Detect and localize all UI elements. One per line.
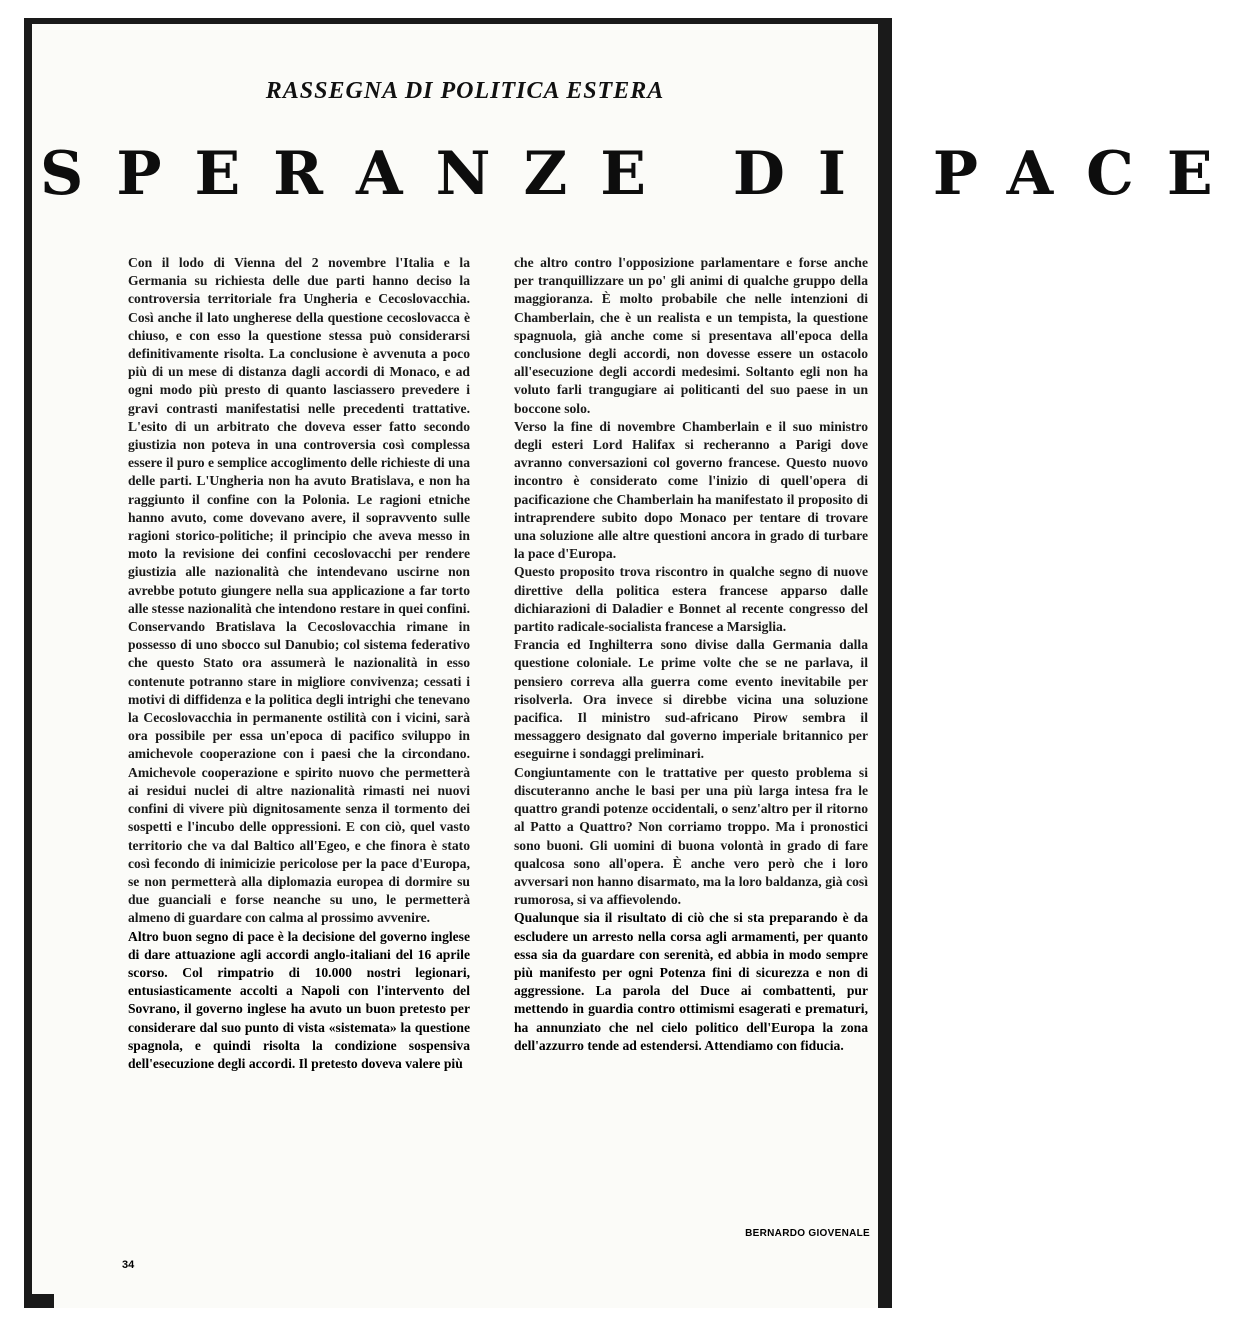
article-paragraph: Con il lodo di Vienna del 2 novembre l'Italia e la Germania su richiesta delle due parti hanno deciso la controversia territoriale fra Ungheria e Cecoslovacchia. Così anche il lato ungherese della questione cecoslovacca è chiuso, e con esso la questione stessa può considerarsi definitivamente risolta. La conclusione è avvenuta a poco più di un mese di distanza dagli accordi di Monaco, e ad ogni modo più presto di quanto lasciassero prevedere i gravi contrasti manifestatisi nelle precedenti trattative. L'esito di un arbitrato che doveva esser fatto secondo giustizia non poteva in una controversia così complessa essere il puro e semplice accoglimento delle richieste di una delle parti. L'Ungheria non ha avuto Bratislava, e non ha raggiunto il confine con la Polonia. Le ragioni etniche hanno avuto, come dovevano avere, il sopravvento sulle ragioni storico-politiche; il principio che aveva messo in moto la revisione dei confini cecoslovacchi per rendere giustizia alle nazionalità che intendevano uscirne non avrebbe potuto giungere nella sua applicazione a far torto alle stesse nazionalità che intendono restare in quei confini.	[128, 255, 470, 616]
article-paragraph: Questo proposito trova riscontro in qualche segno di nuove direttive della politica estera francese apparso dalle dichiarazioni di Daladier e Bonnet al recente congresso del partito radicale-socialista francese a Marsiglia.	[514, 564, 868, 635]
page-number: 34	[122, 1259, 135, 1271]
article-right-column	[514, 254, 868, 1055]
article-paragraph: Verso la fine di novembre Chamberlain e il suo ministro degli esteri Lord Halifax si recheranno a Parigi dove avranno conversazioni col governo francese. Questo nuovo incontro è considerato come l'inizio di quell'opera di pacificazione che Chamberlain ha manifestato il proposito di intraprendere subito dopo Monaco per tentare di trovare una soluzione alle altre questioni ancora in grado di turbare la pace d'Europa.	[514, 418, 868, 562]
article-paragraph: Conservando Bratislava la Cecoslovacchia rimane in possesso di uno sbocco sul Danubio; col sistema federativo che questo Stato ora assumerà le nazionalità in esso contenute potranno stare in migliore convivenza; cessati i motivi di diffidenza e la politica degli intrighi che tenevano la Cecoslovacchia in permanente ostilità con i vicini, sarà ora possibile per essa un'epoca di pacifico sviluppo in amichevole cooperazione con i paesi che la circondano. Amichevole cooperazione e spirito nuovo che permetterà ai residui nuclei di altre nazionalità rimasti nei nuovi confini di vivere più dignitosamente senza il tormento dei sospetti e l'incubo delle oppressioni. E con ciò, quel vasto territorio che va dal Baltico all'Egeo, e che finora è stato così fecondo di inimicizie pericolose per la pace d'Europa, se non permetterà alla diplomazia europea di dormire su due guanciali e forse neanche su uno, le permetterà almeno di guardare con calma al prossimo avvenire.	[128, 619, 470, 926]
author-signature: BERNARDO GIOVENALE	[745, 1228, 870, 1239]
article-headline: SPERANZE DI PACE	[40, 139, 1246, 209]
article-left-column	[128, 254, 470, 1073]
section-kicker: RASSEGNA DI POLITICA ESTERA	[265, 78, 665, 104]
article-paragraph: Congiuntamente con le trattative per questo problema si discuteranno anche le basi per una più larga intesa fra le quattro grandi potenze occidentali, o senz'altro per il ritorno al Patto a Quattro? Non corriamo troppo. Ma i pronostici sono buoni. Gli uomini di buona volontà in grado di fare qualcosa sono all'opera. È anche vero però che i loro avversari non hanno disarmato, ma la loro baldanza, già così rumorosa, si va affievolendo.	[514, 764, 868, 908]
article-paragraph: che altro contro l'opposizione parlamentare e forse anche per tranquillizzare un po' gli animi di qualche gruppo della maggioranza. È molto probabile che nelle intenzioni di Chamberlain, che è un realista e un tempista, la questione spagnuola, già anche come si presentava all'epoca della conclusione degli accordi, non dovesse essere un ostacolo all'esecuzione degli accordi medesimi. Soltanto egli non ha voluto farli trangugiare ai politicanti del suo paese in un boccone solo.	[514, 255, 868, 416]
article-paragraph: Altro buon segno di pace è la decisione del governo inglese di dare attuazione agli accordi anglo-italiani del 16 aprile scorso. Col rimpatrio di 10.000 nostri legionari, entusiasticamente accolti a Napoli con l'intervento del Sovrano, il governo inglese ha avuto un buon pretesto per considerare dal suo punto di vista «sistemata» la questione spagnola, e quindi risolta la condizione sospensiva dell'esecuzione degli accordi. Il pretesto doveva valere più	[128, 928, 470, 1071]
article-paragraph: Qualunque sia il risultato di ciò che si sta preparando è da escludere un arresto nella corsa agli armamenti, per quanto essa sia da guardare con serenità, ed abbia in modo sempre più manifesto per ogni Potenza fini di sicurezza e non di aggressione. La parola del Duce ai combattenti, pur mettendo in guardia contro ottimismi esagerati e prematuri, ha annunziato che nel cielo politico dell'Europa la zona dell'azzurro tende ad estendersi. Attendiamo con fiducia.	[514, 910, 868, 1053]
article-paragraph: Francia ed Inghilterra sono divise dalla Germania dalla questione coloniale. Le prime volte che se ne parlava, il pensiero correva alla guerra come evento inevitabile per risolverla. Ora invece si direbbe vicina una soluzione pacifica. Il ministro sud-africano Pirow sembra il messaggero designato dal governo imperiale britannico per eseguirne i sondaggi preliminari.	[514, 637, 868, 762]
